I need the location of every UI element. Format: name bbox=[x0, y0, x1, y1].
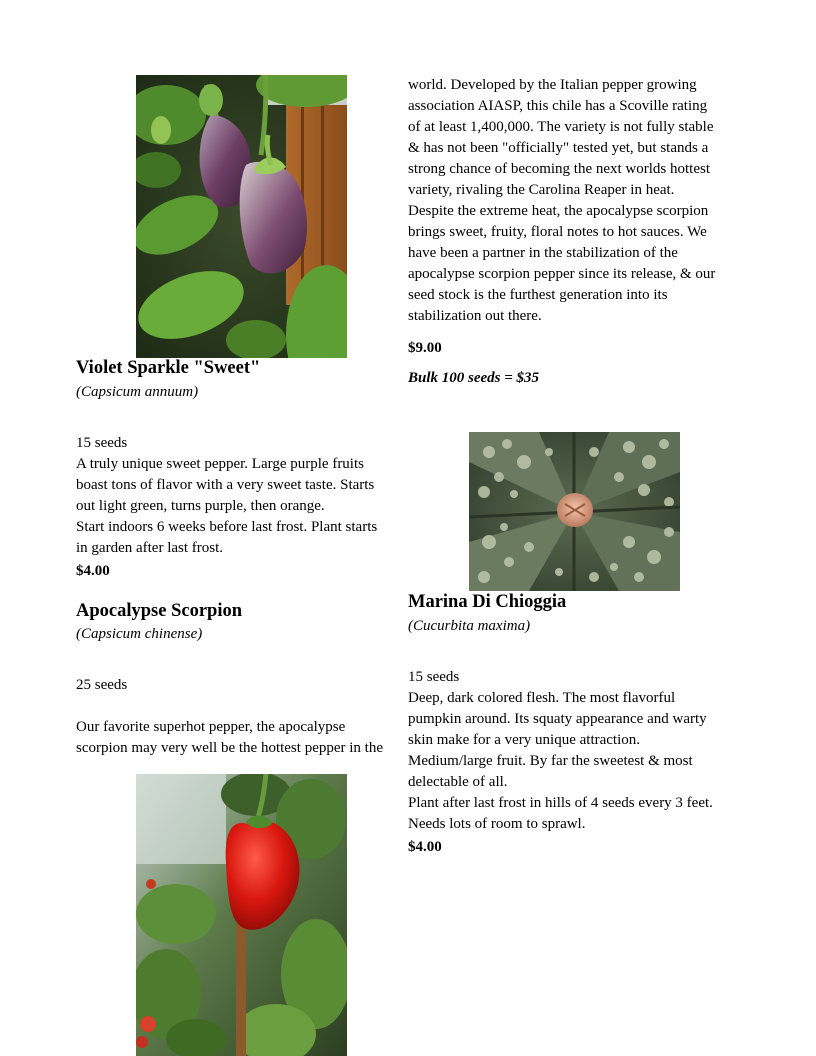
apocalypse-scorpion-description-start bbox=[76, 717, 383, 759]
description-line: world. Developed by the Italian pepper growing bbox=[408, 77, 697, 93]
description-line: have been a partner in the stabilization of the bbox=[408, 245, 678, 261]
description-line: variety, rivaling the Carolina Reaper in heat. bbox=[408, 182, 675, 198]
description-line: & has not been "officially" tested yet, but stands a bbox=[408, 140, 709, 156]
description-line: out light green, turns purple, then orange. bbox=[76, 498, 325, 514]
marina-di-chioggia-description bbox=[408, 688, 713, 835]
description-line: seed stock is the furthest generation into its bbox=[408, 287, 668, 303]
description-line: Despite the extreme heat, the apocalypse scorpion bbox=[408, 203, 709, 219]
violet-sparkle-title: Violet Sparkle "Sweet" bbox=[76, 358, 261, 378]
description-line: apocalypse scorpion pepper since its release, & our bbox=[408, 266, 716, 282]
description-line: Our favorite superhot pepper, the apocalypse bbox=[76, 719, 346, 735]
marina-di-chioggia-seed-count: 15 seeds bbox=[408, 669, 460, 685]
description-line: association AIASP, this chile has a Scoville rating bbox=[408, 98, 708, 114]
apocalypse-scorpion-bulk-price: Bulk 100 seeds = $35 bbox=[408, 370, 540, 386]
description-line: skin make for a very unique attraction. bbox=[408, 732, 641, 748]
apocalypse-scorpion-description-continued bbox=[408, 75, 715, 327]
description-line: pumpkin around. Its squaty appearance and warty bbox=[408, 711, 707, 727]
description-line: boast tons of flavor with a very sweet taste. Starts bbox=[76, 477, 375, 493]
description-line: Start indoors 6 weeks before last frost. Plant starts bbox=[76, 519, 378, 535]
description-line: Plant after last frost in hills of 4 seeds every 3 feet. bbox=[408, 795, 713, 811]
description-line: A truly unique sweet pepper. Large purple fruits bbox=[76, 456, 364, 472]
marina-di-chioggia-photo bbox=[469, 432, 680, 591]
apocalypse-scorpion-title: Apocalypse Scorpion bbox=[76, 601, 243, 621]
apocalypse-scorpion-seed-count: 25 seeds bbox=[76, 677, 128, 693]
apocalypse-scorpion-latin-name: (Capsicum chinense) bbox=[76, 626, 203, 642]
apocalypse-scorpion-photo bbox=[136, 774, 347, 1056]
description-line: Needs lots of room to sprawl. bbox=[408, 816, 586, 832]
description-line: stabilization out there. bbox=[408, 308, 542, 324]
apocalypse-scorpion-price: $9.00 bbox=[408, 340, 442, 356]
violet-sparkle-seed-count: 15 seeds bbox=[76, 435, 128, 451]
description-line: delectable of all. bbox=[408, 774, 508, 790]
description-line: brings sweet, fruity, floral notes to hot sauces. We bbox=[408, 224, 707, 240]
marina-di-chioggia-price: $4.00 bbox=[408, 839, 442, 855]
violet-sparkle-price: $4.00 bbox=[76, 563, 110, 579]
description-line: in garden after last frost. bbox=[76, 540, 224, 556]
marina-di-chioggia-latin-name: (Cucurbita maxima) bbox=[408, 618, 531, 634]
violet-sparkle-description bbox=[76, 454, 377, 559]
description-line: of at least 1,400,000. The variety is not fully stable bbox=[408, 119, 714, 135]
description-line: scorpion may very well be the hottest pepper in the bbox=[76, 740, 383, 756]
marina-di-chioggia-title: Marina Di Chioggia bbox=[408, 592, 567, 612]
description-line: strong chance of becoming the next worlds hottest bbox=[408, 161, 711, 177]
description-line: Deep, dark colored flesh. The most flavorful bbox=[408, 690, 676, 706]
violet-sparkle-latin-name: (Capsicum annuum) bbox=[76, 384, 199, 400]
description-line: Medium/large fruit. By far the sweetest & most bbox=[408, 753, 693, 769]
violet-sparkle-photo bbox=[136, 75, 347, 358]
